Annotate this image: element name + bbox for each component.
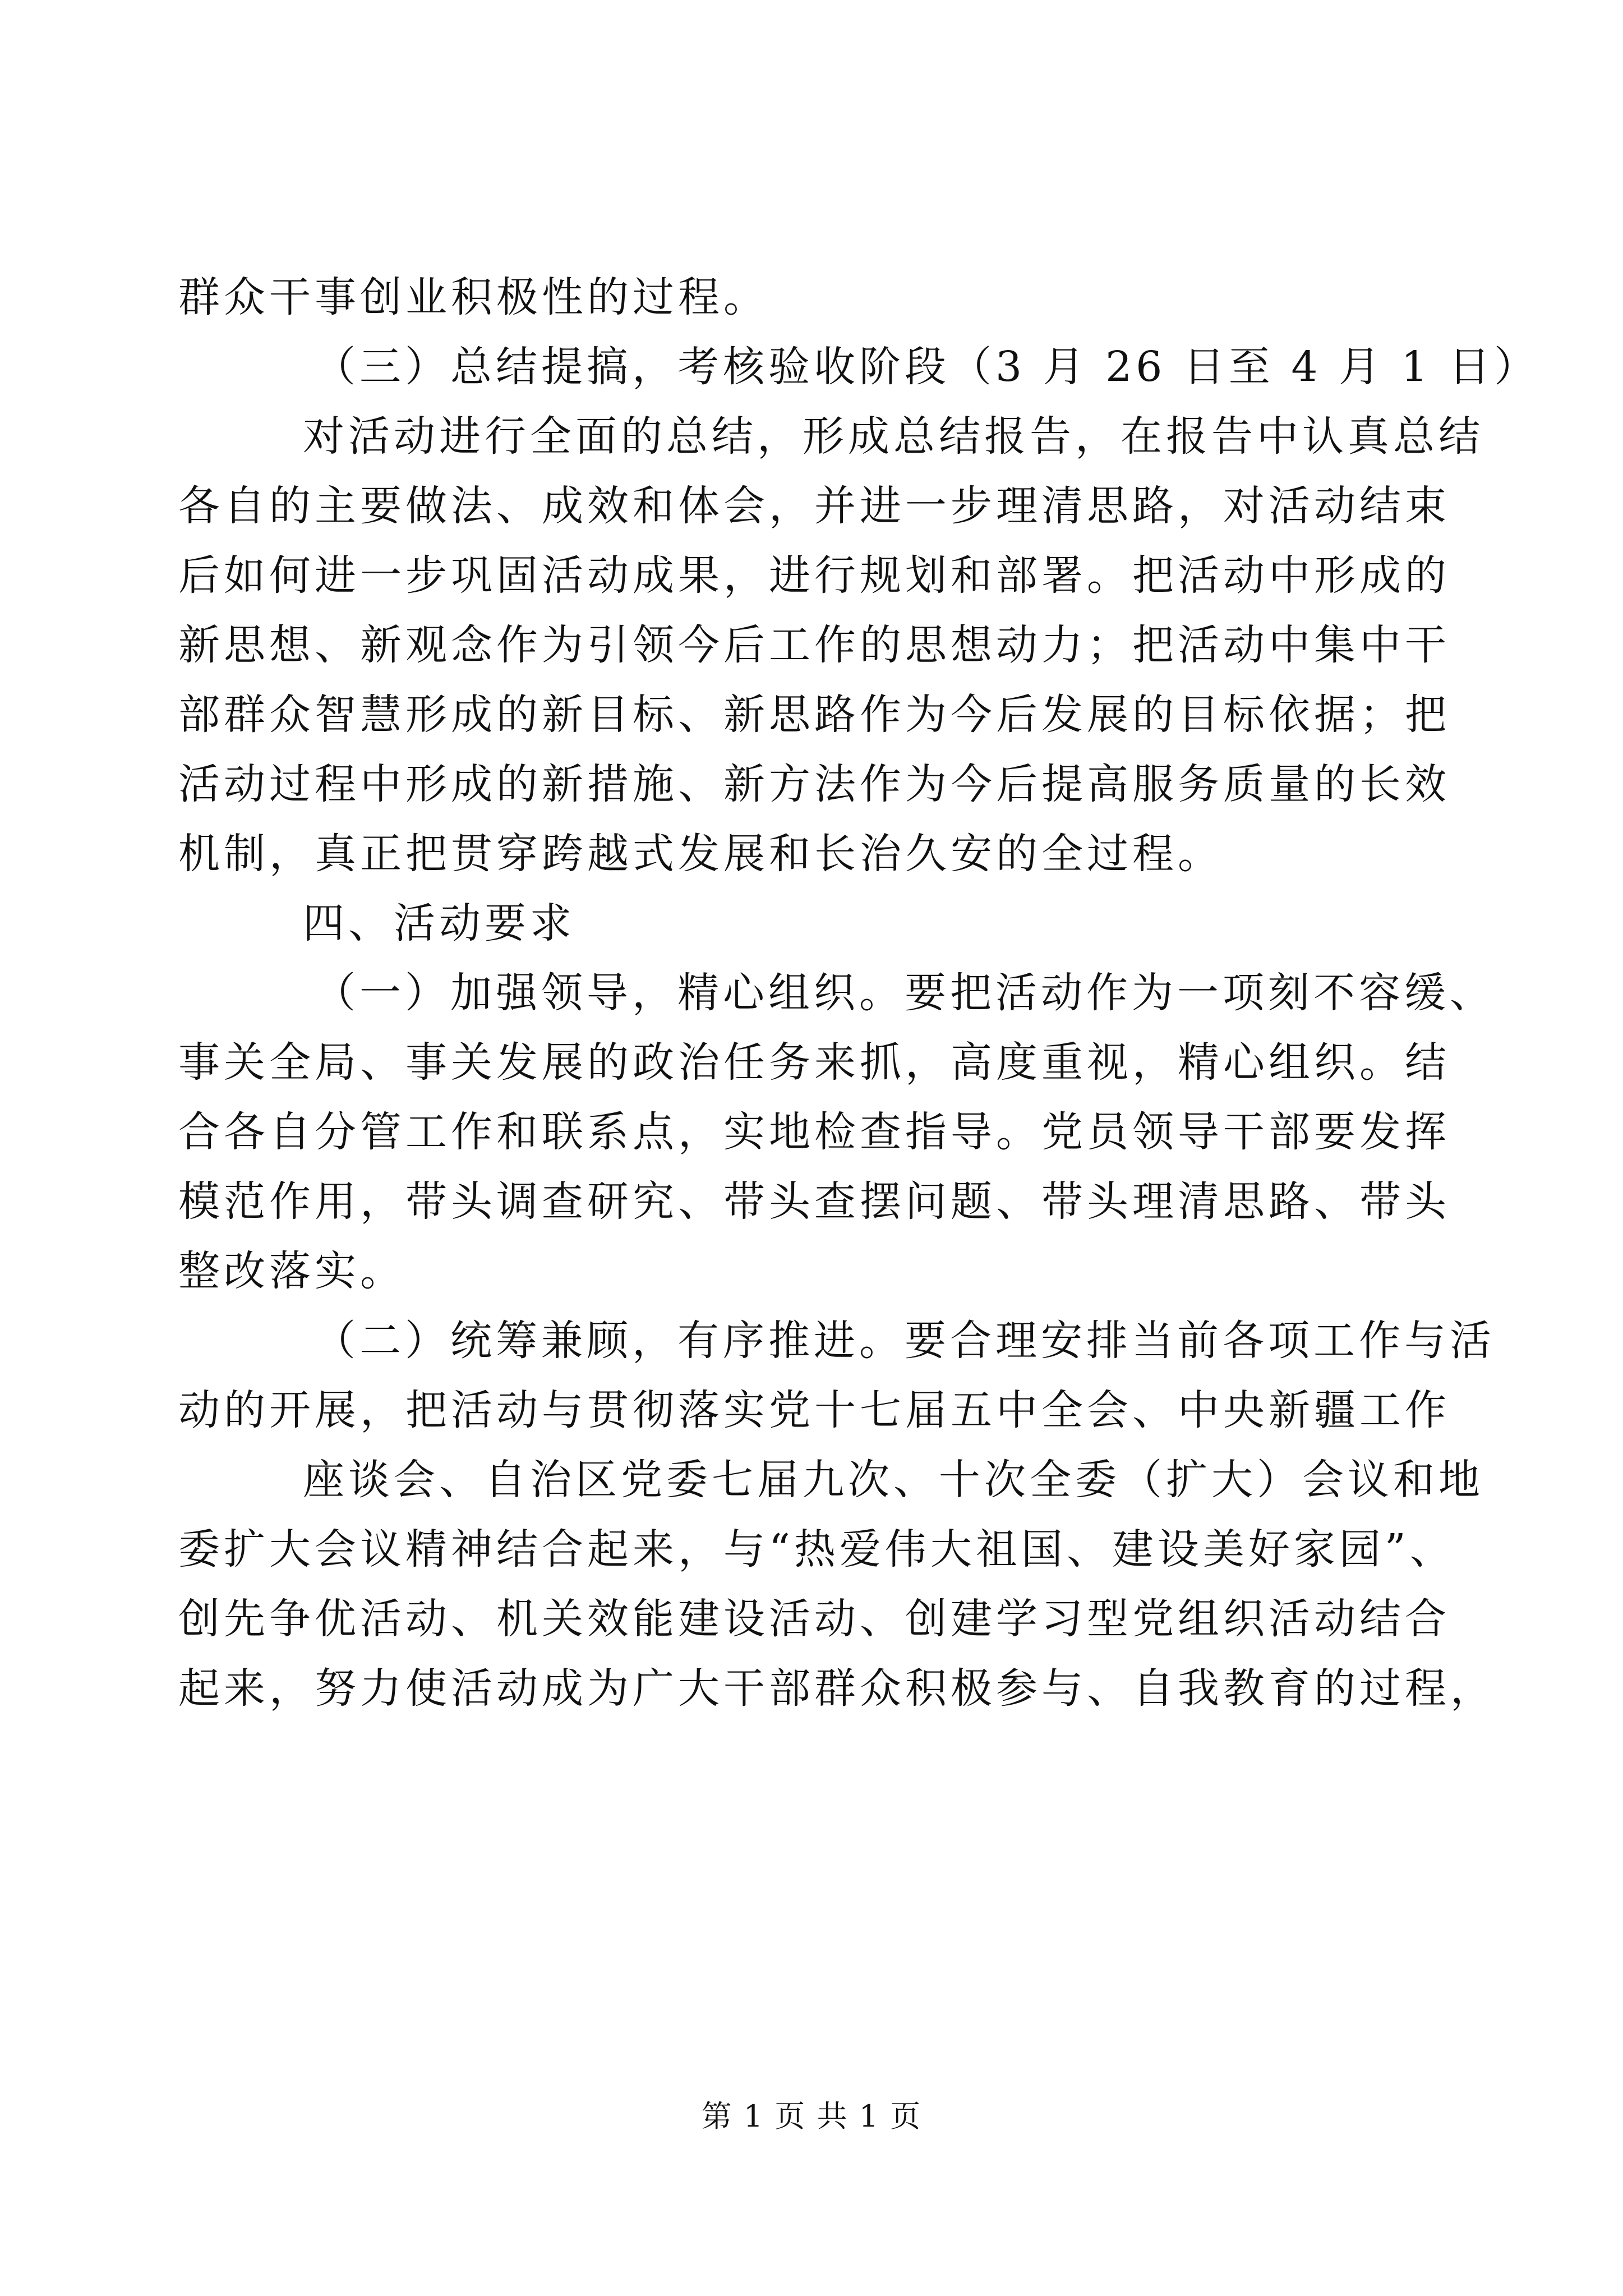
page-footer: 第 1 页 共 1 页 (701, 2099, 922, 2134)
text-line: 新思想、新观念作为引领今后工作的思想动力；把活动中集中干 (178, 621, 1450, 669)
text-line: 整改落实。 (178, 1247, 405, 1295)
text-line: 对活动进行全面的总结，形成总结报告，在报告中认真总结 (303, 412, 1484, 461)
text-line: 模范作用，带头调查研究、带头查摆问题、带头理清思路、带头 (178, 1177, 1450, 1226)
text-line: 活动过程中形成的新措施、新方法作为今后提高服务质量的长效 (178, 760, 1450, 808)
text-line: 后如何进一步巩固活动成果，进行规划和部署。把活动中形成的 (178, 551, 1450, 600)
section-heading: 四、活动要求 (303, 899, 575, 947)
text-line: 创先争优活动、机关效能建设活动、创建学习型党组织活动结合 (178, 1595, 1450, 1643)
text-line: 各自的主要做法、成效和体会，并进一步理清思路，对活动结束 (178, 482, 1450, 530)
text-line: （二）统筹兼顾，有序推进。要合理安排当前各项工作与活 (314, 1317, 1495, 1365)
text-line: 座谈会、自治区党委七届九次、十次全委（扩大）会议和地 (303, 1456, 1484, 1504)
text-line: 群众干事创业积极性的过程。 (178, 273, 769, 321)
text-line: 委扩大会议精神结合起来，与“热爱伟大祖国、建设美好家园”、 (178, 1525, 1455, 1573)
section-heading: （三）总结提搞，考核验收阶段（3 月 26 日至 4 月 1 日） (314, 343, 1540, 391)
text-line: 合各自分管工作和联系点，实地检查指导。党员领导干部要发挥 (178, 1108, 1450, 1156)
text-line: 部群众智慧形成的新目标、新思路作为今后发展的目标依据；把 (178, 691, 1450, 739)
text-line: 机制，真正把贯穿跨越式发展和长治久安的全过程。 (178, 830, 1223, 878)
text-line: （一）加强领导，精心组织。要把活动作为一项刻不容缓、 (314, 969, 1495, 1017)
text-line: 动的开展，把活动与贯彻落实党十七届五中全会、中央新疆工作 (178, 1386, 1450, 1434)
text-line: 起来，努力使活动成为广大干部群众积极参与、自我教育的过程， (178, 1664, 1496, 1713)
text-line: 事关全局、事关发展的政治任务来抓，高度重视，精心组织。结 (178, 1038, 1450, 1087)
